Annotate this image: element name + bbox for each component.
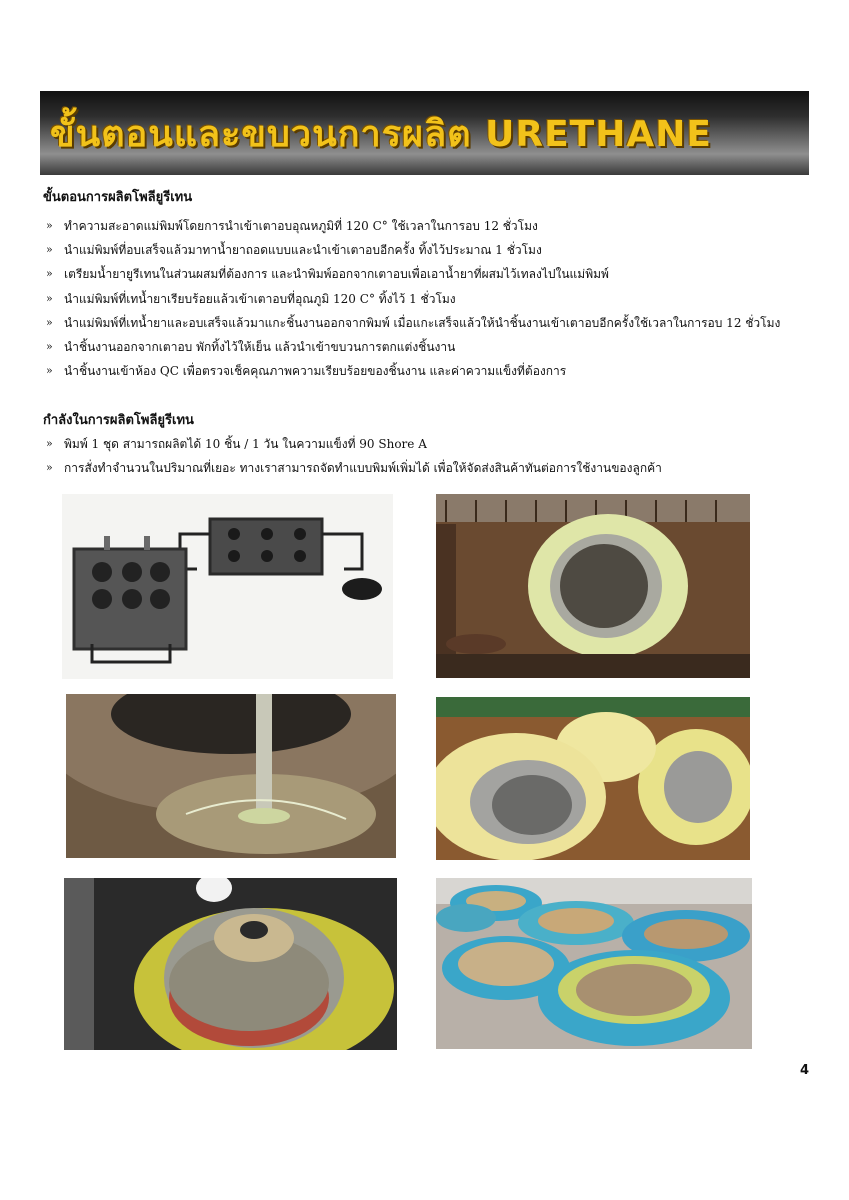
double-chevron-right-icon: » [46, 291, 53, 305]
double-chevron-right-icon: » [46, 339, 53, 353]
list-item [46, 214, 780, 238]
list-item [46, 335, 780, 359]
double-chevron-right-icon: » [46, 437, 53, 450]
page-number: 4 [800, 1063, 810, 1078]
double-chevron-right-icon: » [46, 219, 53, 232]
list-item [46, 238, 780, 262]
title-banner [40, 91, 809, 175]
list-item-text: นำแม่พิมพ์ที่อบเสร็จแล้วมาทาน้ำยาถอดแบบและนำเข้าเตาอบอีกครั้ง ทิ้งไว้ประมาณ 1 ชั่วโมง [64, 243, 542, 258]
process-step-list [46, 214, 780, 383]
list-item [46, 262, 780, 286]
double-chevron-right-icon: » [46, 243, 53, 257]
wheels-photo [436, 878, 752, 1049]
list-item-text: นำชิ้นงานออกจากเตาอบ พักทิ้งไว้ให้เย็น แล้วนำเข้าขบวนการตกแต่งชิ้นงาน [64, 339, 456, 354]
list-item [46, 359, 780, 383]
pouring-photo [66, 694, 396, 858]
list-item-text: นำแม่พิมพ์ที่เทน้ำยาเรียบร้อยแล้วเข้าเตาอบที่อุณภูมิ 120 C° ทิ้งไว้ 1 ชั่วโมง [64, 291, 456, 306]
list-item-text: นำชิ้นงานเข้าห้อง QC เพื่อตรวจเช็คคุณภาพความเรียบร้อยของชิ้นงาน และค่าความแข็งที่ต้องการ [64, 364, 567, 379]
list-item-text: เตรียมน้ำยายูรีเทนในส่วนผสมที่ต้องการ และนำพิมพ์ออกจากเตาอบเพื่อเอาน้ำยาที่ผสมไว้เทลงไปในแม่พิมพ์ [64, 267, 609, 282]
list-item-text: นำแม่พิมพ์ที่เทน้ำยาและอบเสร็จแล้วมาแกะชิ้นงานออกจากพิมพ์ เมื่อแกะเสร็จแล้วให้นำชิ้นงานเข้าเตาอบอีกครั้งใช้เวลาในการอบ 12 ชั่วโมง [64, 315, 781, 330]
page-title: ขั้นตอนและขบวนการผลิต URETHANE [50, 114, 712, 155]
capacity-heading: กำลังในการผลิตโพลียูรีเทน [43, 413, 194, 428]
list-item [46, 432, 662, 456]
process-heading: ขั้นตอนการผลิตโพลียูรีเทน [43, 190, 193, 205]
oven-ring-photo [436, 494, 750, 678]
yellow-rollers-photo [436, 697, 750, 860]
mold-photo [62, 494, 393, 679]
double-chevron-right-icon: » [46, 315, 53, 329]
double-chevron-right-icon: » [46, 364, 53, 378]
double-chevron-right-icon: » [46, 461, 53, 475]
list-item [46, 287, 780, 311]
list-item-text: การสั่งทำจำนวนในปริมาณที่เยอะ ทางเราสามารถจัดทำแบบพิมพ์เพิ่มได้ เพื่อให้จัดส่งสินค้าทันต่อการใช้งานของลูกค้า [64, 461, 662, 476]
list-item-text: พิมพ์ 1 ชุด สามารถผลิตได้ 10 ชิ้น / 1 วัน ในความแข็งที่ 90 Shore A [64, 437, 427, 451]
list-item [46, 456, 662, 480]
demolding-photo [64, 878, 397, 1050]
list-item-text: ทำความสะอาดแม่พิมพ์โดยการนำเข้าเตาอบอุณหภูมิที่ 120 C° ใช้เวลาในการอบ 12 ชั่วโมง [64, 219, 538, 233]
double-chevron-right-icon: » [46, 267, 53, 281]
list-item [46, 311, 780, 335]
capacity-list [46, 432, 662, 480]
